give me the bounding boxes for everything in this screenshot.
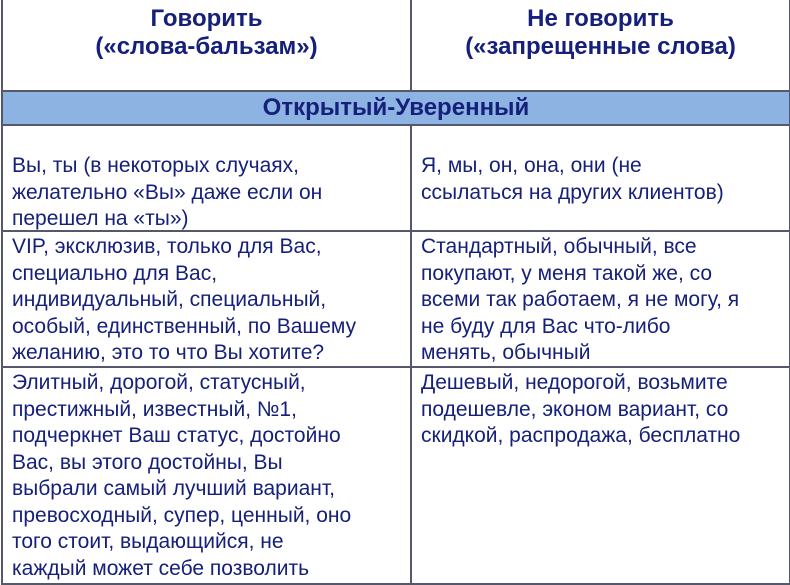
header-dont-say-title: Не говорить [527,5,674,32]
cell-line: каждый может себе позволить [12,556,310,580]
cell-line: менять, обычный [421,341,591,364]
cell-line: скидкой, распродажа, бесплатно [421,424,741,447]
cell-line: всеми так работаем, я не могу, я [421,288,740,311]
cell-line: VIP, эксклюзив, только для Вас, [12,235,322,258]
table-row [3,232,789,368]
say-cell [3,368,412,583]
say-cell [3,126,412,230]
cell-line: подешевле, эконом вариант, со [421,397,729,421]
section-band [3,92,789,126]
cell-line: особый, единственный, по Вашему [12,314,357,338]
cell-line: Я, мы, он, она, они (не [421,154,642,177]
cell-line: не буду для Вас что-либо [421,314,671,338]
header-dont-say-column [412,0,789,90]
cell-line: специально для Вас, [12,261,218,285]
cell-line: желанию, это то что Вы хотите? [12,341,325,364]
dont-say-cell [412,232,789,366]
header-say-subtitle: («слова-бальзам») [95,33,318,60]
cell-line: подчеркнет Ваш статус, достойно [12,424,341,447]
cell-line: перешел на «ты») [12,207,189,230]
section-label: Открытый-Уверенный [262,94,530,121]
cell-line: Вы, ты (в некоторых случаях, [12,154,299,177]
dont-say-cell [412,368,789,583]
cell-line: Стандартный, обычный, все [421,235,697,258]
table-row [3,126,789,232]
cell-line: Дешевый, недорогой, возьмите [421,371,728,394]
say-cell [3,232,412,366]
cell-line: Элитный, дорогой, статусный, [12,371,306,394]
cell-line: того стоит, выдающийся, не [12,530,284,553]
cell-line: желательно «Вы» даже если он [12,180,323,204]
cell-line: покупают, у меня такой же, со [421,261,713,285]
header-say-title: Говорить [150,5,263,32]
header-dont-say-subtitle: («запрещенные слова) [465,33,736,60]
cell-line: превосходный, супер, ценный, оно [12,503,352,527]
cell-line: выбрали самый лучший вариант, [12,477,335,500]
header-say-column [3,0,412,90]
dont-say-cell [412,126,789,230]
words-comparison-table [1,0,790,585]
cell-line: ссылаться на других клиентов) [421,180,724,204]
cell-line: Вас, вы этого достойны, Вы [12,450,283,474]
table-row [3,368,789,583]
cell-line: престижный, известный, №1, [12,397,297,421]
cell-line: индивидуальный, специальный, [12,288,327,311]
table-header-row [3,0,789,92]
